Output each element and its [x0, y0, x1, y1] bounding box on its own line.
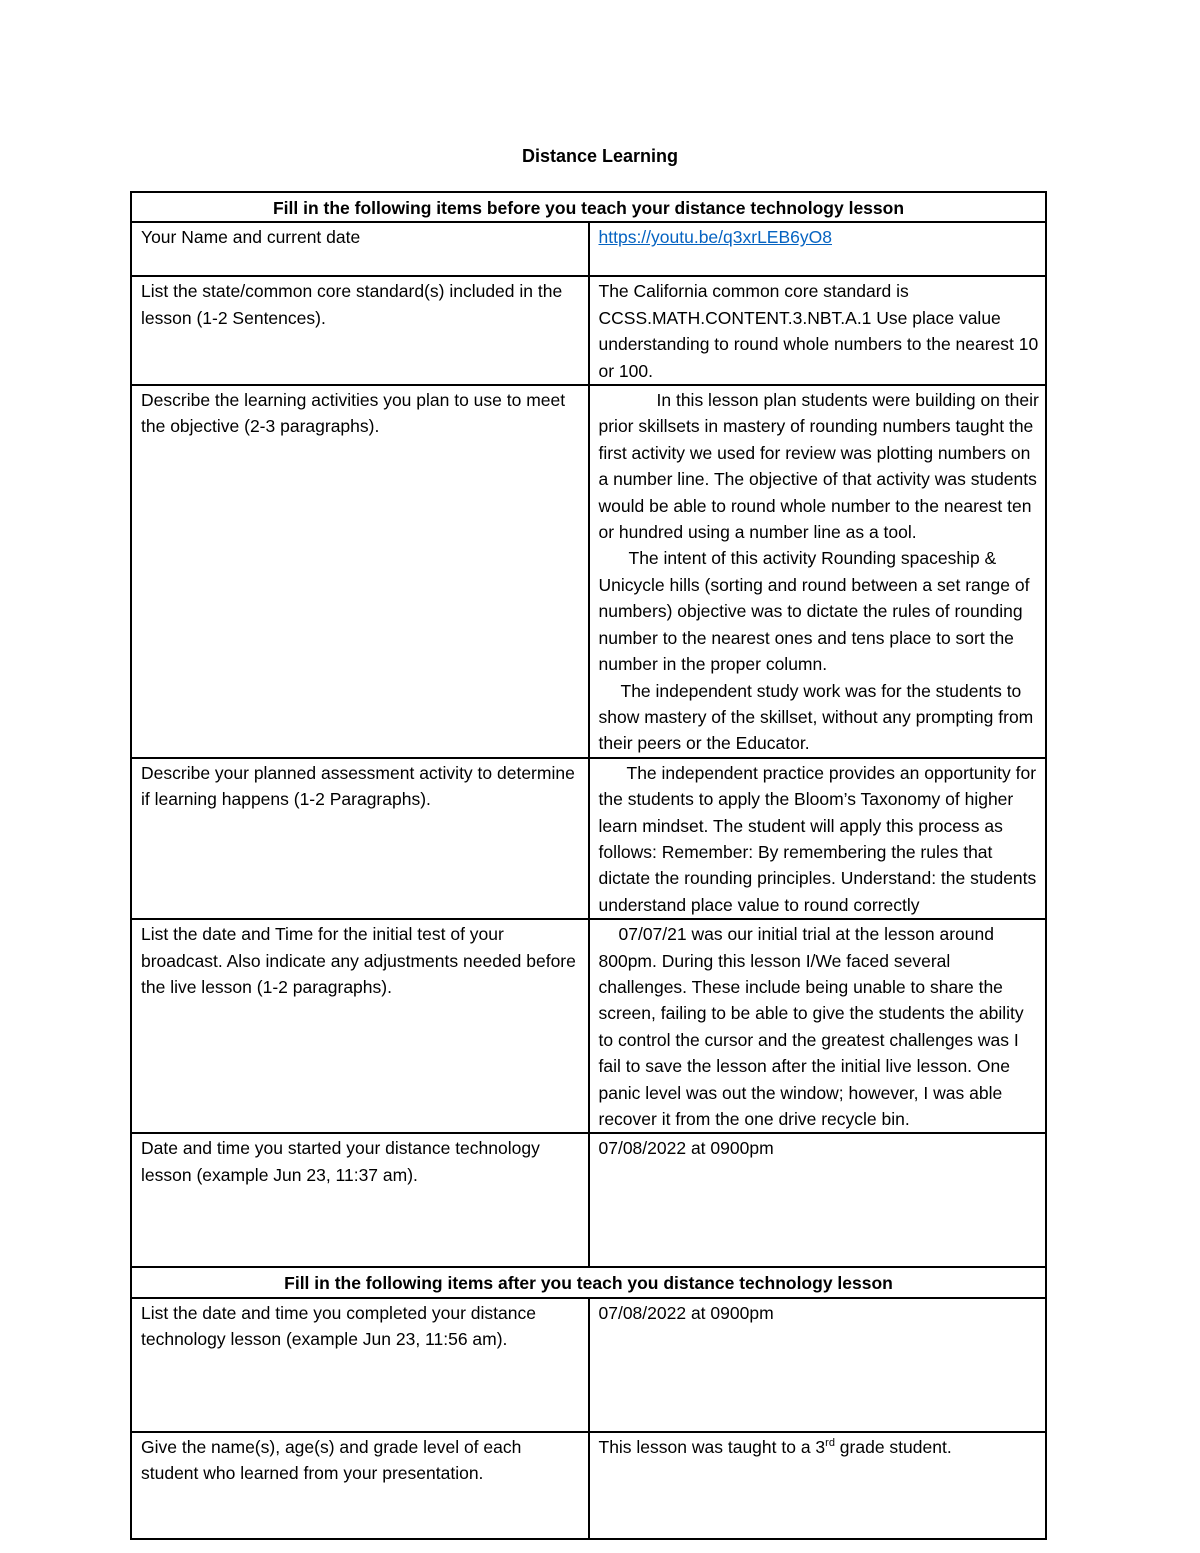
- table-row: [131, 385, 1046, 758]
- question-started: Date and time you started your distance technology lesson (example Jun 23, 11:37 am).: [131, 1133, 589, 1267]
- activities-paragraph-2: The intent of this activity Rounding spaceship & Unicycle hills (sorting and round between a set range of numbers) objective was to dictate the rules of rounding number to the nearest ones and tens place to sort the number in the proper column.: [598, 548, 1030, 675]
- answer-assessment: [589, 758, 1047, 919]
- question-assessment: Describe your planned assessment activity to determine if learning happens (1-2 Paragraphs).: [131, 758, 589, 919]
- assessment-paragraph: The independent practice provides an opportunity for the students to apply the Bloom’s Taxonomy of higher learn mindset. The student will apply this process as follows: Remember: By remembering the rules that dictate the rounding principles. Understand: the students understand place value to round correctly: [598, 762, 1037, 915]
- students-answer-text-end: grade student.: [834, 1436, 952, 1457]
- question-initial-test: List the date and Time for the initial test of your broadcast. Also indicate any adjustments needed before the live lesson (1-2 paragraphs).: [131, 919, 589, 1133]
- answer-activities: [589, 385, 1047, 758]
- table-row: [131, 276, 1046, 385]
- answer-initial-test: [589, 919, 1047, 1133]
- table-row: [131, 758, 1046, 919]
- question-standards: List the state/common core standard(s) included in the lesson (1-2 Sentences).: [131, 276, 589, 385]
- lesson-form-table: [130, 191, 1047, 1540]
- table-row: [131, 222, 1046, 276]
- answer-standards: The California common core standard is CCSS.MATH.CONTENT.3.NBT.A.1 Use place value understanding to round whole numbers to the nearest 10 or 100.: [589, 276, 1047, 385]
- table-row: [131, 919, 1046, 1133]
- answer-started: 07/08/2022 at 0900pm: [589, 1133, 1047, 1267]
- section-before-label: Fill in the following items before you teach your distance technology lesson: [131, 192, 1046, 222]
- question-activities: Describe the learning activities you plan to use to meet the objective (2-3 paragraphs).: [131, 385, 589, 758]
- answer-completed: 07/08/2022 at 0900pm: [589, 1298, 1047, 1432]
- table-row: [131, 1432, 1046, 1539]
- question-students: Give the name(s), age(s) and grade level of each student who learned from your presentation.: [131, 1432, 589, 1539]
- section-after-label: Fill in the following items after you teach you distance technology lesson: [131, 1267, 1046, 1297]
- section-header-after: [131, 1267, 1046, 1297]
- activities-paragraph-3: The independent study work was for the students to show mastery of the skillset, without any prompting from their peers or the Educator.: [598, 680, 1034, 754]
- youtube-link[interactable]: https://youtu.be/q3xrLEB6yO8: [598, 227, 832, 248]
- question-name-date: Your Name and current date: [131, 222, 589, 276]
- document-title: Distance Learning: [521, 146, 679, 166]
- ordinal-suffix: rd: [825, 1436, 835, 1449]
- table-row: [131, 1298, 1046, 1432]
- activities-paragraph-1: In this lesson plan students were building on their prior skillsets in mastery of rounding numbers taught the first activity we used for review was plotting numbers on a number line. The objective of that activity was students would be able to round whole number to the nearest ten or hundred using a number line as a tool.: [598, 390, 1039, 543]
- initial-test-paragraph: 07/07/21 was our initial trial at the lesson around 800pm. During this lesson I/We faced several challenges. These include being unable to share the screen, failing to be able to give the students the ability to control the cursor and the greatest challenges was I fail to save the lesson after the initial live lesson. One panic level was out the window; however, I was able recover it from the one drive recycle bin.: [598, 924, 1024, 1129]
- section-header-before: [131, 192, 1046, 222]
- answer-students: [589, 1432, 1047, 1539]
- answer-name-date: [589, 222, 1047, 276]
- question-completed: List the date and time you completed your distance technology lesson (example Jun 23, 11:56 am).: [131, 1298, 589, 1432]
- table-row: [131, 1133, 1046, 1267]
- students-answer-text: This lesson was taught to a 3: [598, 1436, 826, 1457]
